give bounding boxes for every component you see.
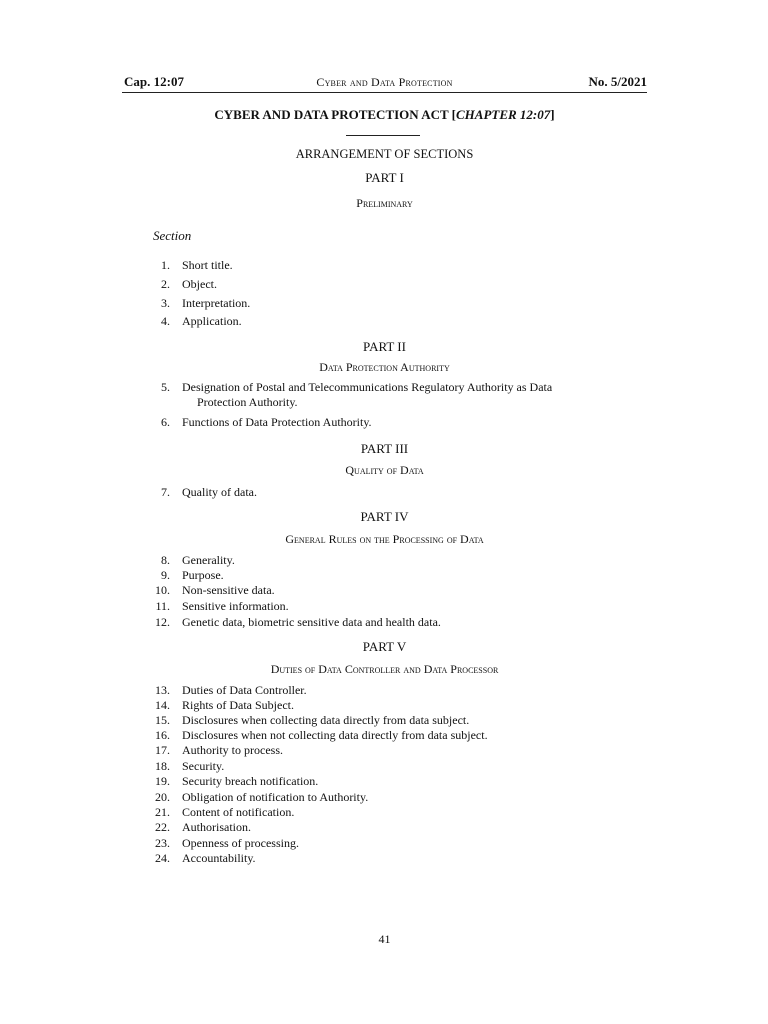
section-number: 5. <box>161 380 170 394</box>
section-number: 23. <box>155 836 170 850</box>
section-column-label: Section <box>153 228 192 243</box>
part-4-heading: PART IV <box>360 509 409 524</box>
section-number: 24. <box>155 851 170 865</box>
section-title: Accountability. <box>182 851 256 865</box>
section-title: Designation of Postal and Telecommunications Regulatory Authority as Data <box>182 380 553 394</box>
section-title: Authority to process. <box>182 743 283 757</box>
section-title: Functions of Data Protection Authority. <box>182 415 372 429</box>
section-title: Duties of Data Controller. <box>182 683 307 697</box>
section-number: 20. <box>155 790 170 804</box>
section-number: 9. <box>161 568 170 582</box>
part-5-subheading: Duties of Data Controller and Data Processor <box>270 662 499 676</box>
section-number: 6. <box>161 415 170 429</box>
part-4-subheading: General Rules on the Processing of Data <box>285 532 484 546</box>
page-number: 41 <box>378 932 391 946</box>
section-number: 21. <box>155 805 170 819</box>
section-title: Non-sensitive data. <box>182 583 275 597</box>
section-number: 17. <box>155 743 170 757</box>
section-title: Object. <box>182 277 217 291</box>
act-title <box>122 107 647 123</box>
section-title: Application. <box>182 314 242 328</box>
section-number: 19. <box>155 774 170 788</box>
part-1-subheading: Preliminary <box>356 196 413 210</box>
section-number: 13. <box>155 683 170 697</box>
section-title: Disclosures when not collecting data directly from data subject. <box>182 728 488 742</box>
section-title-continuation: Protection Authority. <box>197 395 298 409</box>
section-title: Content of notification. <box>182 805 295 819</box>
title-divider <box>346 135 420 136</box>
section-title: Obligation of notification to Authority. <box>182 790 369 804</box>
section-number: 18. <box>155 759 170 773</box>
section-title: Authorisation. <box>182 820 251 834</box>
chapter-reference: Cap. 12:07 <box>124 74 184 89</box>
section-title: Purpose. <box>182 568 224 582</box>
section-title: Generality. <box>182 553 235 567</box>
section-number: 16. <box>155 728 170 742</box>
section-number: 8. <box>161 553 170 567</box>
section-number: 1. <box>161 258 170 272</box>
act-title-end: ] <box>550 107 555 122</box>
part-2-subheading: Data Protection Authority <box>319 360 450 374</box>
section-title: Short title. <box>182 258 233 272</box>
section-number: 14. <box>155 698 170 712</box>
act-number: No. 5/2021 <box>588 74 647 89</box>
section-title: Genetic data, biometric sensitive data and health data. <box>182 615 441 629</box>
section-title: Openness of processing. <box>182 836 299 850</box>
section-title: Security breach notification. <box>182 774 319 788</box>
section-title: Sensitive information. <box>182 599 289 613</box>
section-title: Quality of data. <box>182 485 257 499</box>
section-number: 12. <box>155 615 170 629</box>
part-5-heading: PART V <box>362 639 407 654</box>
section-title: Security. <box>182 759 225 773</box>
section-number: 3. <box>161 296 170 310</box>
part-1-heading: PART I <box>365 170 404 185</box>
section-number: 22. <box>155 820 170 834</box>
section-title: Disclosures when collecting data directly from data subject. <box>182 713 470 727</box>
section-title: Rights of Data Subject. <box>182 698 294 712</box>
section-number: 15. <box>155 713 170 727</box>
section-number: 2. <box>161 277 170 291</box>
running-header <box>122 72 647 93</box>
arrangement-heading: ARRANGEMENT OF SECTIONS <box>295 147 474 161</box>
section-number: 4. <box>161 314 170 328</box>
section-number: 11. <box>155 599 170 613</box>
part-2-heading: PART II <box>363 339 406 354</box>
section-number: 10. <box>155 583 170 597</box>
part-3-subheading: Quality of Data <box>345 463 424 477</box>
part-3-heading: PART III <box>360 441 409 456</box>
section-title: Interpretation. <box>182 296 251 310</box>
act-title-chapter: CHAPTER 12:07 <box>456 107 551 122</box>
act-title-main: CYBER AND DATA PROTECTION ACT [ <box>214 107 456 122</box>
running-title: Cyber and Data Protection <box>316 75 453 89</box>
section-number: 7. <box>161 485 170 499</box>
